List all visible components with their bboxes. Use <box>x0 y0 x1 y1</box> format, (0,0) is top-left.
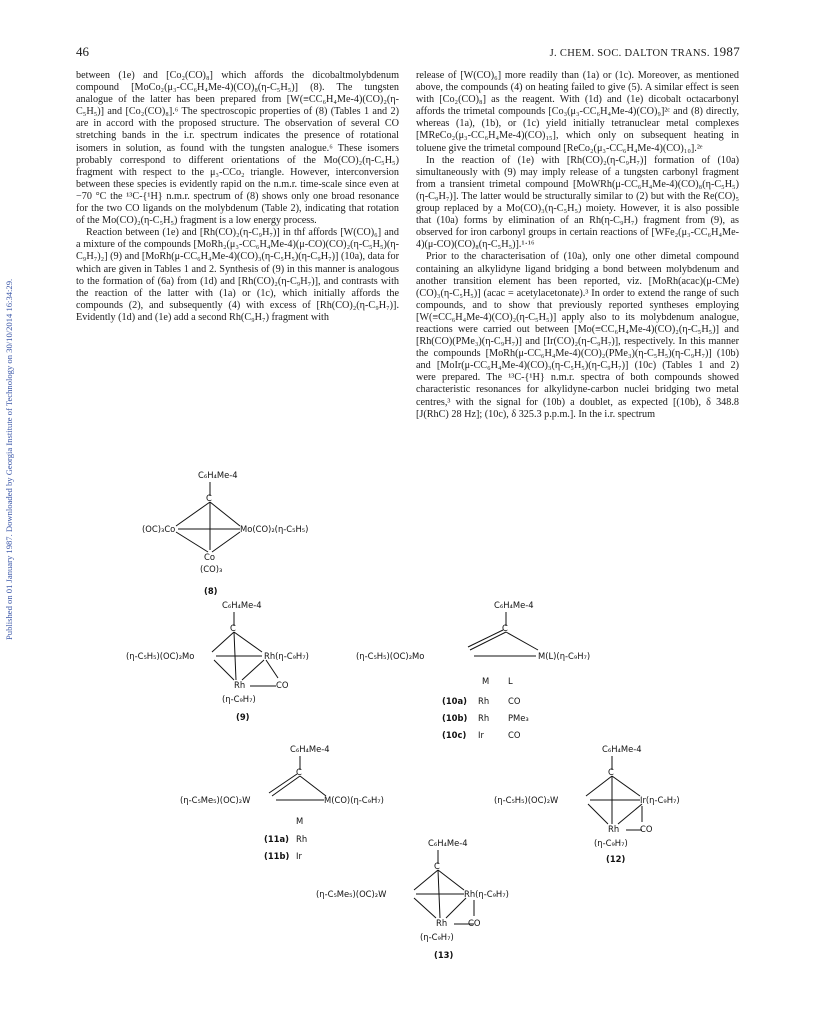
aryl-label: C₆H₄Me-4 <box>602 744 642 754</box>
aryl-label: C₆H₄Me-4 <box>494 600 534 610</box>
co-label: CO <box>276 680 289 690</box>
download-side-note: Published on 01 January 1987. Downloaded by Georgia Institute of Technology on 30/10/2014 16:34:29. <box>4 278 14 640</box>
compound-label: (9) <box>236 712 250 722</box>
structure-13 <box>316 838 556 968</box>
compound-label: (12) <box>606 854 626 864</box>
carbon-label: C <box>502 623 508 633</box>
compound-label: (10c) <box>442 730 467 740</box>
bottom-metal-label: Co <box>204 552 215 562</box>
ligand-value: CO <box>508 696 521 706</box>
bottom-metal-label: Rh <box>234 680 246 690</box>
structure-10-bonds <box>356 600 616 750</box>
aryl-label: C₆H₄Me-4 <box>198 470 238 480</box>
left-metal-label: (η-C₅Me₅)(OC)₂W <box>180 795 251 805</box>
bottom-ligand-label: (η-C₉H₇) <box>594 838 628 848</box>
page-number: 46 <box>76 44 89 59</box>
bottom-metal-label: Rh <box>436 918 448 928</box>
table-header-m: M <box>482 676 490 686</box>
right-metal-label: Mo(CO)₂(η-C₅H₅) <box>240 524 309 534</box>
metal-value: Rh <box>478 713 490 723</box>
paragraph: between (1e) and [Co₂(CO)₈] which affords the dicobaltmolybdenum compound [MoCo₂(μ₃-CC₆H₄Me-4)(CO)₈(η-C₅H₅)] (8). The tungsten analogue of the latter has been prepared from [W(≡CC₆H₄Me-4)(CO)₂(η-C₅H₅)] and [Co₂(CO)₈].⁶ The spectroscopic properties of (8) (Tables 1 and 2) are in accord with the proposed structure. The observation of several CO stretching bands in the i.r. spectrum indicates the presence of rotational isomers in solution, as found with the tungsten analogue.⁶ These isomers probably correspond to different orientations of the Mo(CO)₂(η-C₅H₅) fragment with respect to the μ₃-CCo₂ triangle. However, interconversion between these species is evidently rapid on the n.m.r. time-scale since even at −70 °C the ¹³C-{¹H} n.m.r. spectrum of (8) shows only one broad resonance for the two CO ligands on the molybdenum (Table 2), indicating that rotation of the Mo(CO)₂(η-C₅H₅) fragment is a low energy process. <box>76 70 399 227</box>
bottom-ligand-label: (CO)₃ <box>200 564 223 574</box>
left-metal-label: (η-C₅H₅)(OC)₂Mo <box>126 651 195 661</box>
co-label: CO <box>468 918 481 928</box>
bottom-metal-label: Rh <box>608 824 620 834</box>
metal-value: Rh <box>296 834 308 844</box>
aryl-label: C₆H₄Me-4 <box>222 600 262 610</box>
compound-label: (10a) <box>442 696 467 706</box>
structure-13-bonds <box>316 838 556 968</box>
bottom-ligand-label: (η-C₉H₇) <box>222 694 256 704</box>
carbon-label: C <box>608 767 614 777</box>
co-label: CO <box>640 824 653 834</box>
left-metal-label: (η-C₅H₅)(OC)₂W <box>494 795 559 805</box>
paragraph: release of [W(CO)₆] more readily than (1a) or (1c). Moreover, as mentioned above, the compounds (4) on heating failed to give (5). A similar effect is seen with [Co₂(CO)₈] as the reagent. With (1d) and (1e) dicobalt octacarbonyl affords the trimetal compounds [Co₃(μ₃-CC₆H₄Me-4)(CO)₉]²ᶜ and (8) directly, whereas (1a), (1b), or (1c) yield initially tetranuclear metal complexes [MReCo₂(μ₃-CC₆H₄Me-4)(CO)₁₅], which only on subsequent heating in toluene give the trimetal compound [ReCo₂(μ₃-CC₆H₄Me-4)(CO)₁₀].²ᵉ <box>416 70 739 154</box>
right-metal-label: Ir(η-C₉H₇) <box>640 795 680 805</box>
structure-8 <box>140 470 380 600</box>
metal-value: Ir <box>296 851 302 861</box>
paragraph: In the reaction of (1e) with [Rh(CO)₂(η-C₉H₇)] formation of (10a) simultaneously with (9) may imply release of a tungsten carbonyl fragment from a transient trimetal compound [MoWRh(μ-CC₆H₄Me-4)(CO)₈(η-C₅H₅)(η-C₉H₇)]. The latter would be structurally similar to (2) but with the Re(CO)₅ group replaced by a Mo(CO)₃(η-C₅H₅) moiety. However, it is also possible that (10a) forms by elimination of an Rh(η-C₉H₇) fragment from (9), as observed for iron carbonyl groups in certain reactions of [WFe₂(μ₃-CC₆H₄Me-4)(μ-CO)(CO)₈(η-C₅H₅)].¹·¹⁶ <box>416 154 739 251</box>
compound-label: (10b) <box>442 713 468 723</box>
compound-label: (13) <box>434 950 454 960</box>
compound-label: (11a) <box>264 834 289 844</box>
compound-label: (8) <box>204 586 218 596</box>
aryl-label: C₆H₄Me-4 <box>428 838 468 848</box>
carbon-label: C <box>434 861 440 871</box>
right-metal-label: M(L)(η-C₉H₇) <box>538 651 591 661</box>
structure-8-bonds <box>140 470 380 600</box>
left-metal-label: (η-C₅Me₅)(OC)₂W <box>316 889 387 899</box>
compound-label: (11b) <box>264 851 290 861</box>
right-metal-label: Rh(η-C₉H₇) <box>264 651 309 661</box>
aryl-label: C₆H₄Me-4 <box>290 744 330 754</box>
metal-value: Rh <box>478 696 490 706</box>
table-header-m: M <box>296 816 304 826</box>
carbon-label: C <box>230 623 236 633</box>
left-metal-label: (OC)₃Co <box>142 524 176 534</box>
paragraph: Reaction between (1e) and [Rh(CO)₂(η-C₉H₇)] in thf affords [W(CO)₆] and a mixture of the compounds [MoRh₂(μ₃-CC₆H₄Me-4)(μ-CO)(CO)₂(η-C₅H₅)(η-C₉H₇)₂] (9) and [MoRh(μ-CC₆H₄Me-4)(CO)₃(η-C₅H₅)(η-C₉H₇)] (10a), data for which are given in Tables 1 and 2. Synthesis of (9) in this manner is analogous to the formation of (6a) from (1d) and [Rh(CO)₂(η-C₉H₇)], and contrasts with the reaction of the latter with (1a) or (1c), which initially affords the compounds (2), and subsequently (4) with excess of [Rh(CO)₂(η-C₉H₇)]. Evidently (1d) and (1e) add a second Rh(C₉H₇) fragment with <box>76 227 399 323</box>
paragraph: Prior to the characterisation of (10a), only one other dimetal compound containing an alkylidyne ligand bridging a bond between molybdenum and another transition element has been reported, viz. [MoRh(acac)(μ-CMe)(CO)₃(η-C₅H₅)] (acac = acetylacetonate).³ In order to extend the range of such compounds, and to show that previously reported syntheses employing [W(≡CC₆H₄Me-4)(CO)₂(η-C₅H₅)] apply also to its molybdenum analogue, reactions were carried out between [Mo(≡CC₆H₄Me-4)(CO)₂(η-C₅H₅)] and [Rh(CO)(PMe₃)(η-C₉H₇)] and [Ir(CO)₂(η-C₉H₇)], respectively. In this manner the compounds [MoRh(μ-CC₆H₄Me-4)(CO)₂(PMe₃)(η-C₅H₅)(η-C₉H₇)] (10b) and [MoIr(μ-CC₆H₄Me-4)(CO)₃(η-C₅H₅)(η-C₉H₇)] (10c) (Tables 1 and 2) were prepared. The ¹³C-{¹H} n.m.r. spectra of both compounds showed characteristic resonances for alkylidyne-carbon nuclei bridging two metal centres,³ with the signal for (10b) a doublet, as expected [(10b), δ 348.8 [J(RhC) 28 Hz]; (10c), δ 325.3 p.p.m.]. In the i.r. spectrum <box>416 251 739 420</box>
journal-year: 1987 <box>712 44 740 59</box>
metal-value: Ir <box>478 730 484 740</box>
table-header-l: L <box>508 676 513 686</box>
left-metal-label: (η-C₅H₅)(OC)₂Mo <box>356 651 425 661</box>
left-text-column <box>76 70 399 324</box>
journal-header <box>550 44 740 60</box>
right-metal-label: Rh(η-C₉H₇) <box>464 889 509 899</box>
journal-name: J. CHEM. SOC. DALTON TRANS. <box>549 48 710 59</box>
bottom-ligand-label: (η-C₉H₇) <box>420 932 454 942</box>
carbon-label: C <box>296 767 302 777</box>
carbon-label: C <box>206 493 212 503</box>
structure-9 <box>126 600 366 730</box>
right-text-column <box>416 70 739 421</box>
ligand-value: CO <box>508 730 521 740</box>
ligand-value: PMe₃ <box>508 713 529 723</box>
right-metal-label: M(CO)(η-C₉H₇) <box>324 795 384 805</box>
structure-9-bonds <box>126 600 366 730</box>
structure-10 <box>356 600 616 750</box>
